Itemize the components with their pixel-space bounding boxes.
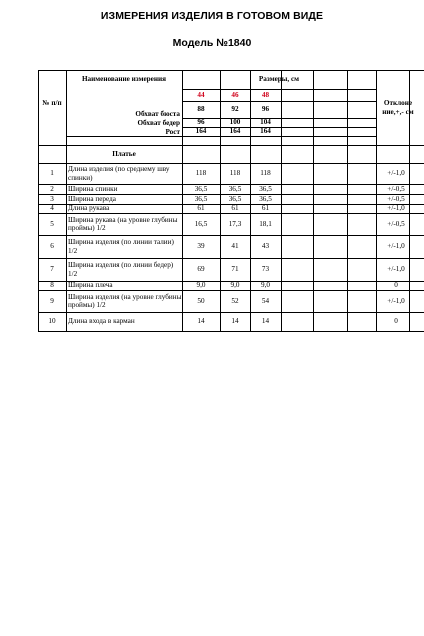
- row-tolerance: +/-1,0: [387, 204, 405, 213]
- param-value: 100: [229, 118, 241, 127]
- row-name: Ширина изделия (на уровне глубины проймы) 1/2: [68, 292, 182, 309]
- row-name: Длина входа в карман: [68, 317, 135, 326]
- row-value: 36,5: [228, 194, 242, 203]
- row-tolerance: +/-0,5: [387, 184, 405, 193]
- param-label: Рост: [165, 127, 180, 136]
- row-value: 41: [231, 242, 239, 251]
- row-value: 52: [231, 296, 239, 305]
- row-value: 118: [195, 169, 207, 178]
- row-value: 36,5: [194, 194, 208, 203]
- row-value: 43: [261, 242, 270, 251]
- row-value: 39: [197, 242, 205, 251]
- param-value: 96: [261, 105, 270, 114]
- row-tolerance: +/-1,0: [387, 242, 405, 251]
- row-name: Ширина спинки: [68, 184, 118, 193]
- row-value: 9,0: [230, 281, 240, 290]
- row-tolerance: 0: [394, 317, 398, 326]
- row-value: 9,0: [196, 281, 206, 290]
- row-name: Ширина переда: [68, 194, 116, 203]
- name-header: Наименование измерения: [81, 75, 167, 84]
- row-number: 8: [50, 281, 54, 290]
- size-number: 48: [261, 90, 270, 99]
- row-name: Ширина изделия (по линии талии) 1/2: [68, 238, 174, 255]
- row-tolerance: +/-0,5: [387, 219, 405, 228]
- size-number: 46: [231, 90, 239, 99]
- measurements-table: [38, 70, 424, 332]
- model-number: Модель №1840: [172, 37, 252, 49]
- row-value: 14: [197, 317, 205, 326]
- row-value: 9,0: [261, 281, 270, 290]
- section-label: Платье: [112, 149, 136, 158]
- num-header: № п/п: [42, 99, 62, 108]
- row-value: 118: [229, 169, 241, 178]
- param-value: 92: [231, 105, 239, 114]
- row-value: 73: [261, 265, 270, 274]
- row-value: 14: [261, 317, 270, 326]
- row-value: 54: [261, 296, 270, 305]
- row-number: 3: [50, 194, 54, 203]
- table-hline: [66, 136, 376, 137]
- param-value: 96: [197, 118, 205, 127]
- row-number: 6: [50, 242, 54, 251]
- row-value: 16,5: [194, 219, 208, 228]
- table-vline: [313, 70, 314, 332]
- param-value: 164: [195, 127, 207, 136]
- row-number: 7: [50, 265, 54, 274]
- param-label: Обхват бедер: [137, 118, 180, 127]
- param-value: 164: [229, 127, 241, 136]
- row-number: 2: [50, 184, 54, 193]
- row-value: 36,5: [228, 184, 242, 193]
- row-name: Длина изделия (по среднему шву спинки): [68, 165, 170, 182]
- row-value: 36,5: [259, 194, 272, 203]
- row-number: 4: [50, 204, 54, 213]
- row-value: 36,5: [259, 184, 272, 193]
- table-vline: [347, 70, 348, 332]
- row-value: 50: [197, 296, 205, 305]
- row-value: 61: [231, 204, 239, 213]
- row-name: Ширина изделия (по линии бедер) 1/2: [68, 261, 174, 278]
- row-number: 10: [48, 317, 56, 326]
- row-name: Ширина плеча: [68, 281, 113, 290]
- row-value: 69: [197, 265, 205, 274]
- sizes-header: Размеры, см: [258, 75, 300, 84]
- param-value: 88: [197, 105, 205, 114]
- table-hline: [38, 331, 424, 332]
- row-value: 61: [261, 204, 270, 213]
- table-grid: [38, 70, 424, 332]
- table-vline: [281, 70, 282, 332]
- row-name: Длина рукава: [68, 204, 110, 213]
- row-value: 18,1: [259, 219, 272, 228]
- row-name: Ширина рукава (на уровне глубины проймы) 1/2: [68, 215, 178, 232]
- param-label: Обхват бюста: [135, 109, 180, 118]
- row-tolerance: +/-1,0: [387, 296, 405, 305]
- param-value: 104: [260, 118, 271, 127]
- row-value: 14: [231, 317, 239, 326]
- page-title: ИЗМЕРЕНИЯ ИЗДЕЛИЯ В ГОТОВОМ ВИДЕ: [100, 10, 324, 22]
- row-tolerance: 0: [394, 281, 398, 290]
- row-value: 17,3: [228, 219, 242, 228]
- row-number: 9: [50, 296, 54, 305]
- row-tolerance: +/-1,0: [387, 265, 405, 274]
- row-value: 61: [197, 204, 205, 213]
- row-tolerance: +/-1,0: [387, 169, 405, 178]
- row-tolerance: +/-0,5: [387, 194, 405, 203]
- row-value: 71: [231, 265, 239, 274]
- tolerance-header: Отклоне ние,+,- см: [382, 99, 414, 116]
- row-number: 5: [50, 219, 54, 228]
- row-value: 36,5: [194, 184, 208, 193]
- row-number: 1: [50, 169, 54, 178]
- row-value: 118: [260, 169, 271, 178]
- param-value: 164: [260, 127, 271, 136]
- size-number: 44: [197, 90, 205, 99]
